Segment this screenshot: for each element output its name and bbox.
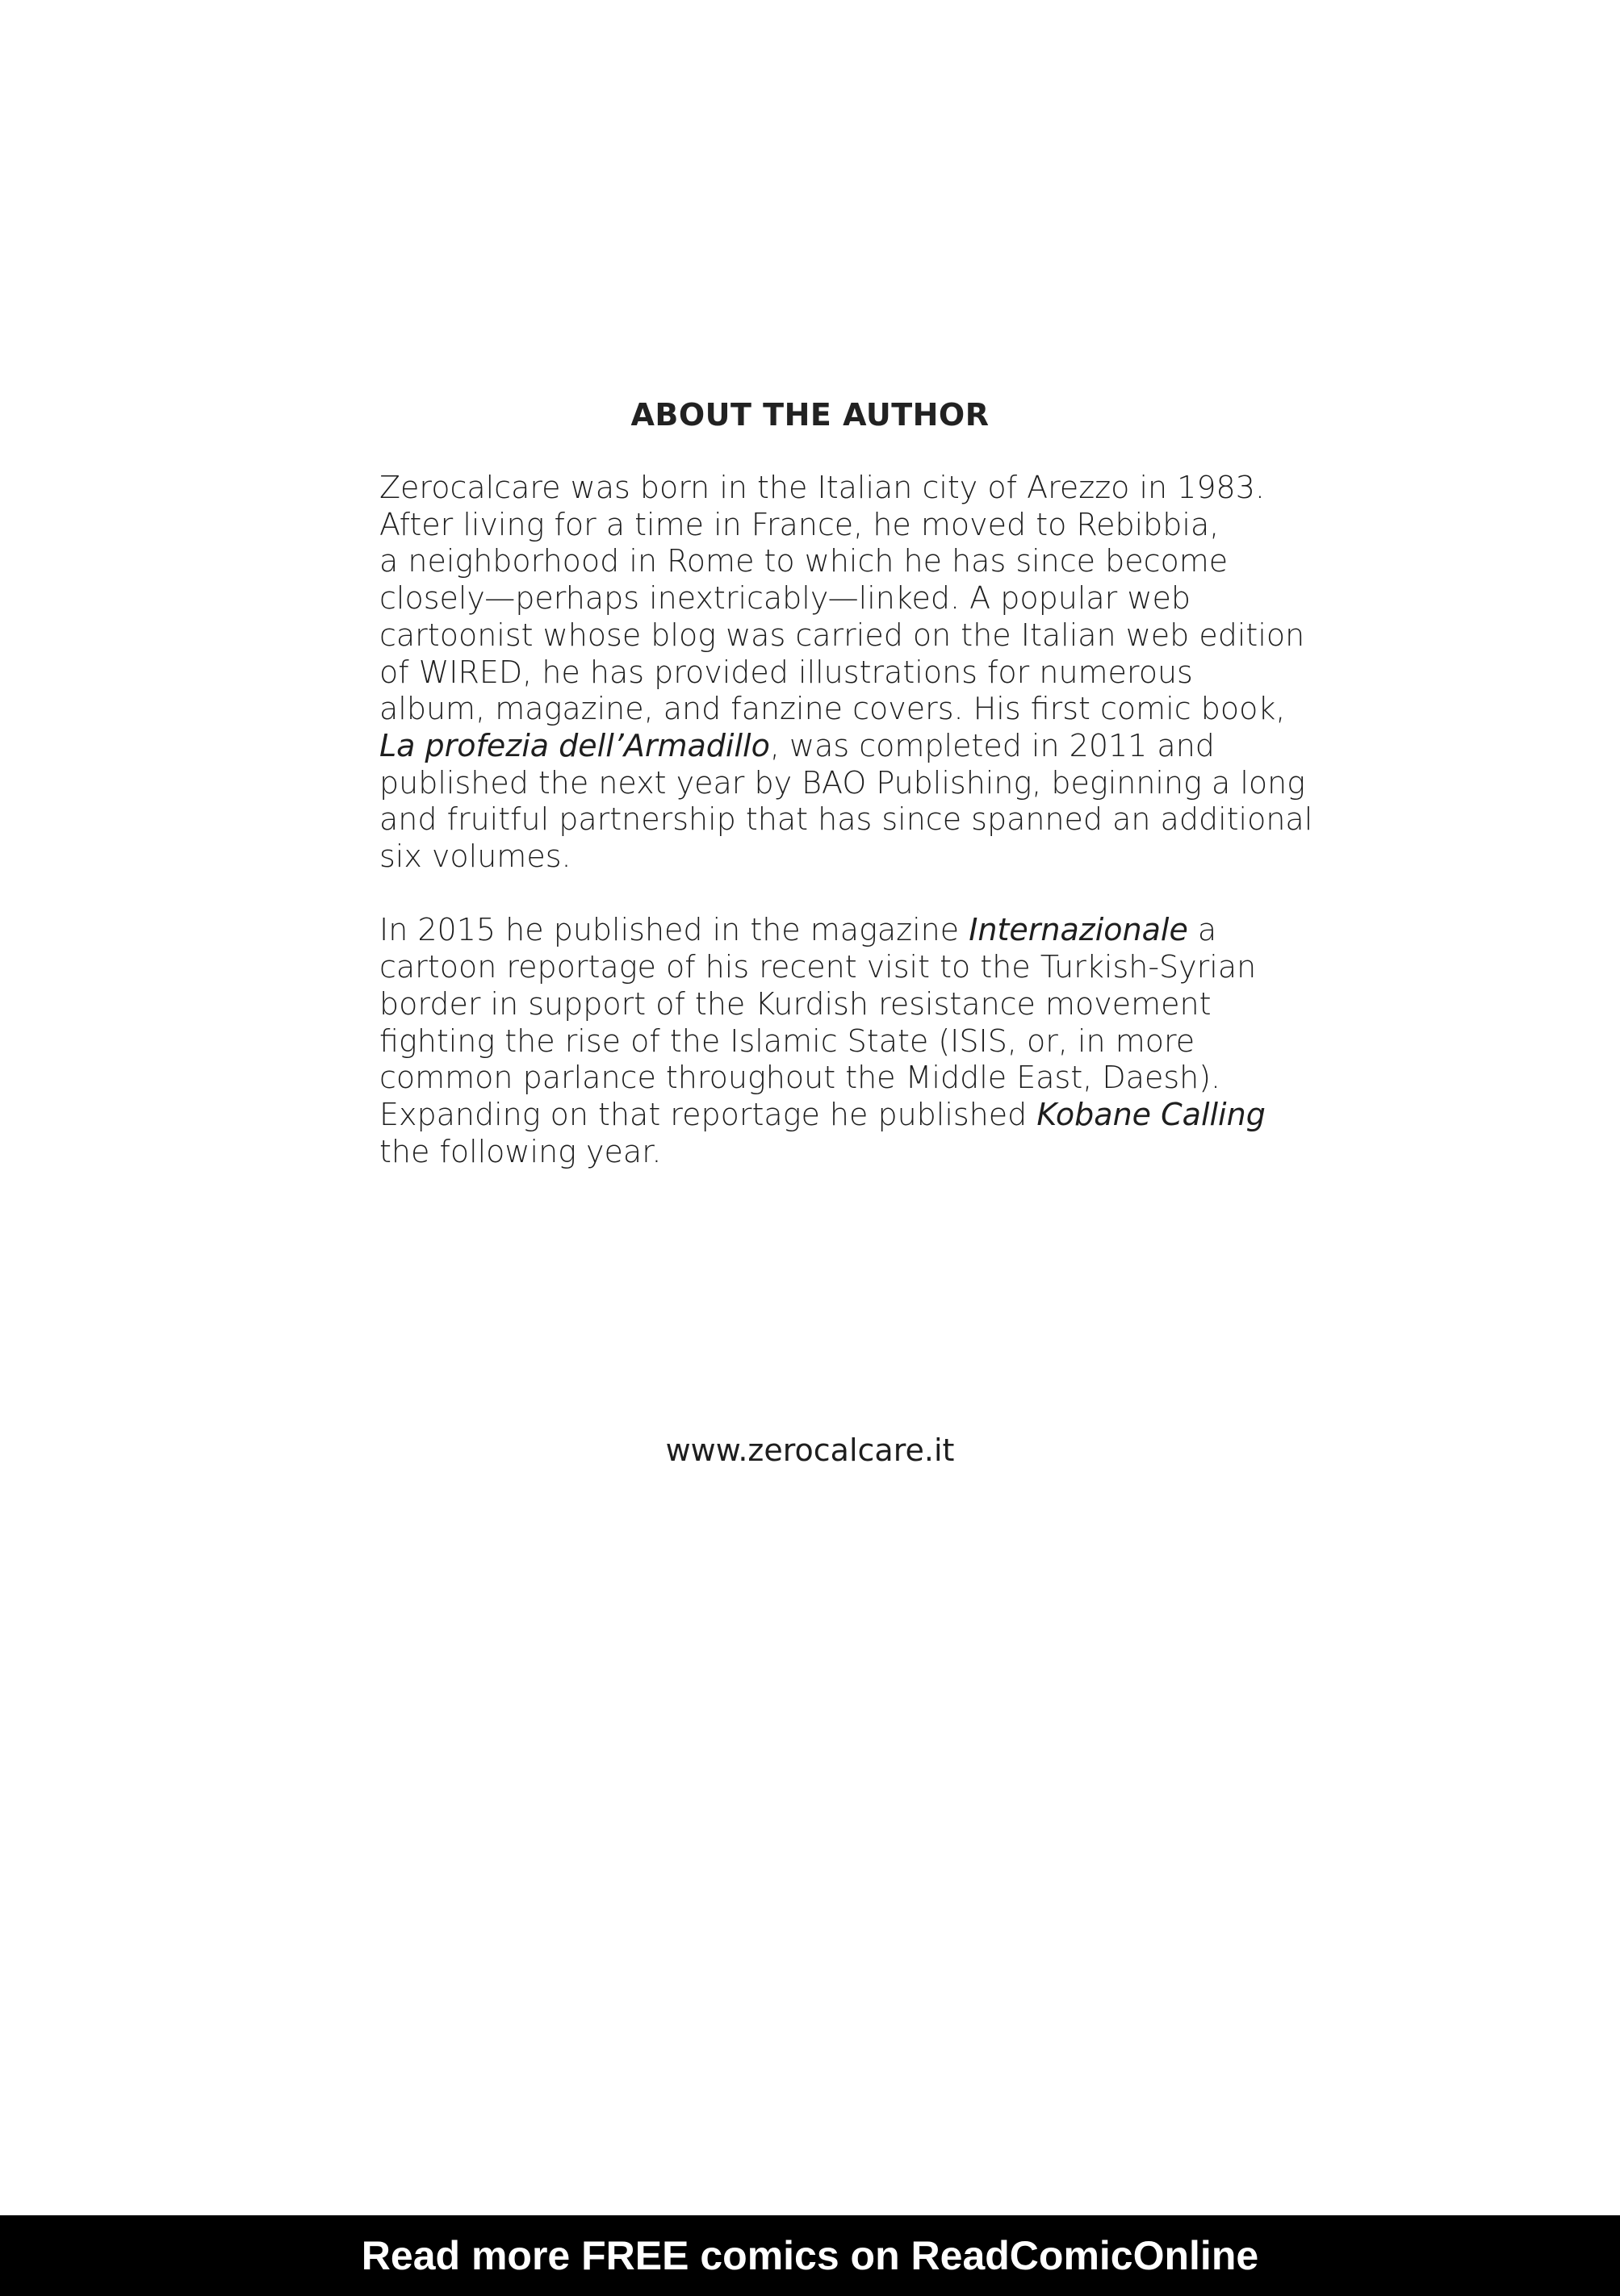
bio-line-text: a <box>1187 912 1217 948</box>
bio-line: closely—perhaps inextricably—linked. A popular web <box>379 580 1191 617</box>
bio-line-text: , was completed in 2011 and <box>769 727 1215 763</box>
bio-line: and fruitful partnership that has since spanned an additional <box>379 801 1313 838</box>
promo-banner[interactable] <box>0 2215 1620 2296</box>
author-bio <box>379 470 1313 1170</box>
promo-banner-link[interactable]: Read more FREE comics on ReadComicOnline <box>361 2233 1259 2278</box>
bio-line-text: In 2015 he published in the magazine <box>379 912 969 948</box>
bio-line: six volumes. <box>379 839 571 875</box>
author-website: www.zerocalcare.it <box>665 1432 955 1468</box>
bio-line: common parlance throughout the Middle East, Daesh). <box>379 1060 1221 1096</box>
magazine-title: Internazionale <box>969 912 1188 948</box>
page-title: ABOUT THE AUTHOR <box>630 397 990 433</box>
bio-line: album, magazine, and fanzine covers. His first comic book, <box>379 691 1286 727</box>
bio-line: Zerocalcare was born in the Italian city of Arezzo in 1983. <box>379 470 1265 505</box>
bio-line: published the next year by BAO Publishing, beginning a long <box>379 764 1306 801</box>
bio-line: of WIRED, he has provided illustrations for numerous <box>379 654 1193 690</box>
bio-line: cartoon reportage of his recent visit to the Turkish-Syrian <box>379 949 1257 985</box>
bio-line <box>379 728 1300 765</box>
bio-line: After living for a time in France, he moved to Rebibbia, <box>379 506 1220 542</box>
book-title-kobane: Kobane Calling <box>1036 1096 1266 1132</box>
bio-line <box>379 912 1300 949</box>
bio-paragraph-2 <box>379 912 1300 1170</box>
bio-line: the following year. <box>379 1133 662 1169</box>
bio-line: cartoonist whose blog was carried on the Italian web edition <box>379 617 1305 653</box>
bio-paragraph-1 <box>379 470 1313 876</box>
bio-line: a neighborhood in Rome to which he has since become <box>379 543 1229 579</box>
book-title-armadillo: La profezia dell’Armadillo <box>379 727 770 763</box>
bio-line <box>379 1097 1300 1134</box>
bio-line: fighting the rise of the Islamic State (ISIS, or, in more <box>379 1023 1195 1059</box>
bio-line: border in support of the Kurdish resistance movement <box>379 985 1212 1022</box>
bio-line-text: Expanding on that reportage he published <box>379 1096 1037 1132</box>
